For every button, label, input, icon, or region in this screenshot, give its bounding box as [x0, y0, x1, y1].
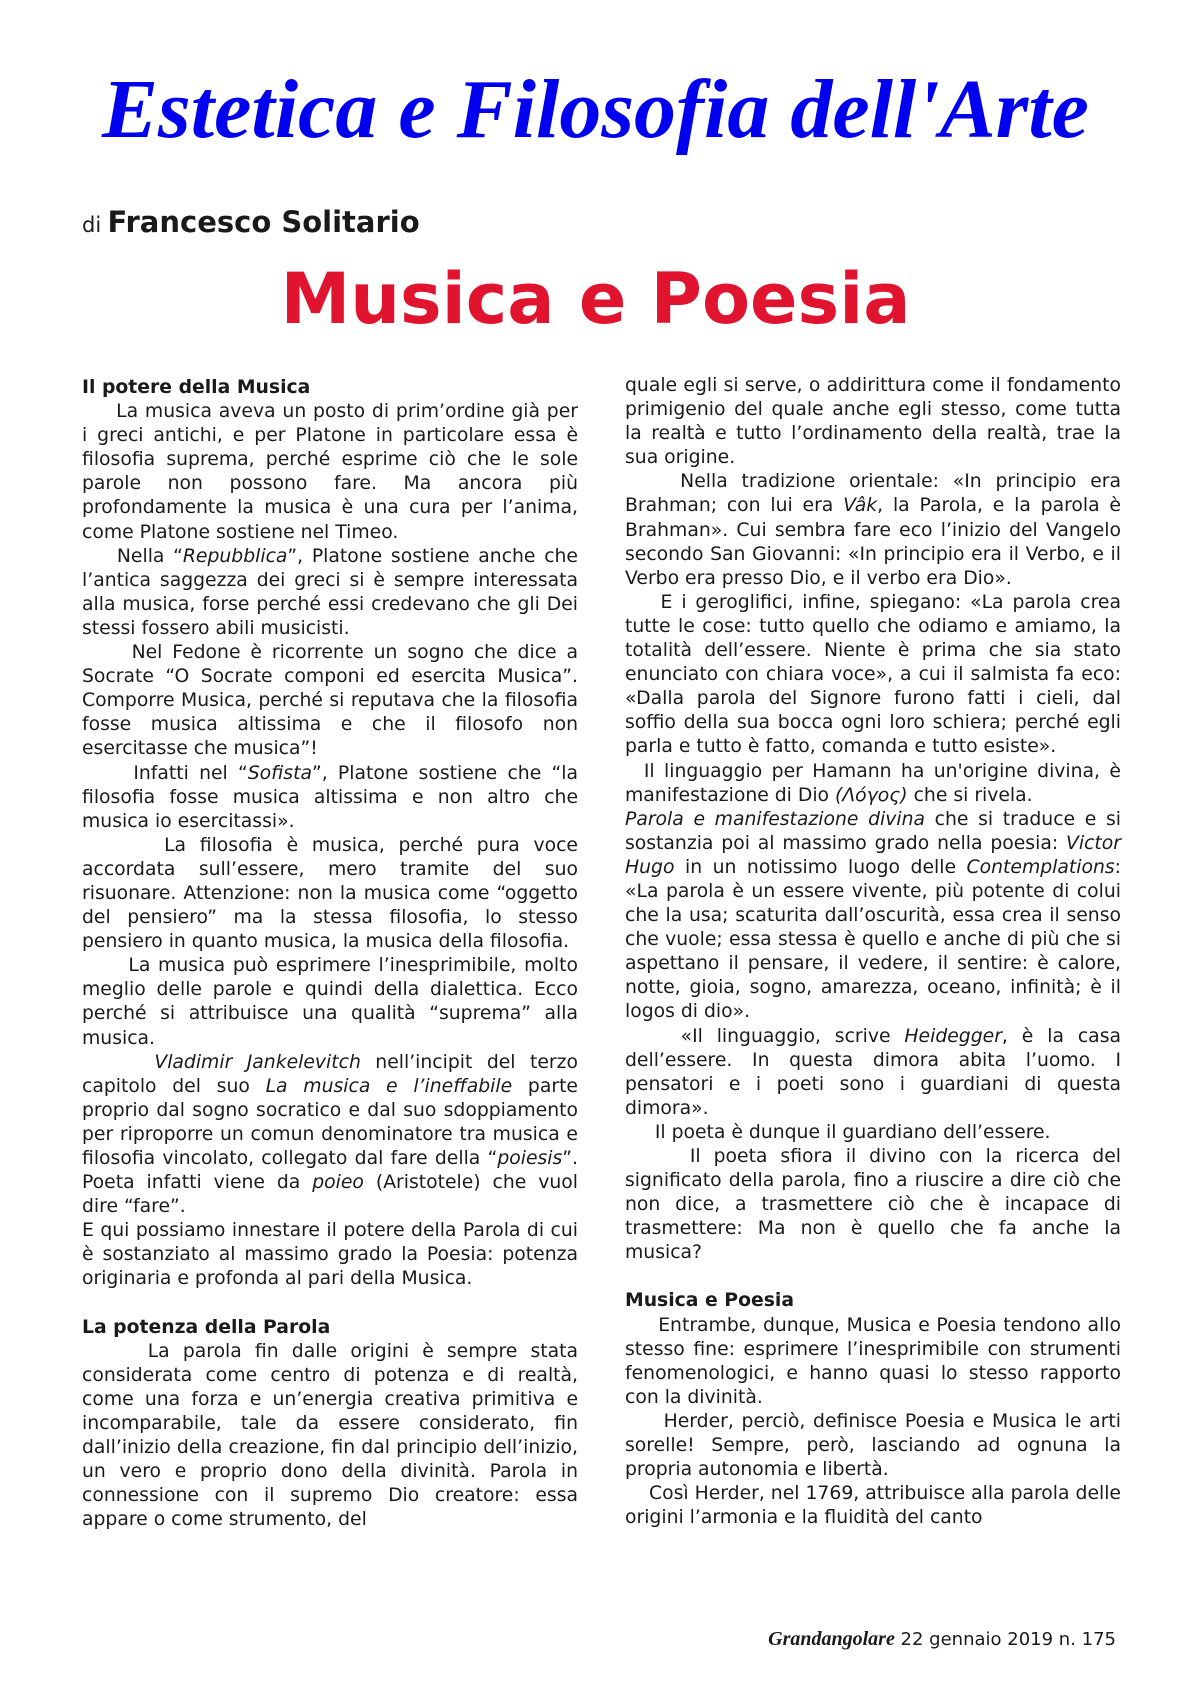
page-footer [768, 1628, 1116, 1651]
paragraph: Entrambe, dunque, Musica e Poesia tendono allo stesso fine: esprimere l’inesprimibile con strumenti fenomenologici, e hanno quasi lo stesso rapporto con la divinità. [625, 1314, 1121, 1408]
paragraph [82, 545, 578, 641]
text: Nella tradizione orientale: «In principio era Brahman; con lui era [625, 471, 1121, 517]
text: Infatti nel “ [82, 762, 248, 784]
byline [82, 205, 420, 240]
text: parte proprio dal sogno socratico e dal suo sdoppiamento per riproporre un comun denominatore tra musica e filosofia vincolato, collegato dal fare della “ [82, 1075, 578, 1169]
italic-text: Sofista [247, 762, 312, 784]
section-heading: Il potere della Musica [82, 377, 311, 398]
paragraph: La musica aveva un posto di prim’ordine già per i greci antichi, e per Platone in particolare essa è filosofia suprema, perché esprime ciò che le sole parole non possono fare. Ma ancora più profondamente la musica è una cura per l’anima, come Platone sostiene nel Timeo. [82, 401, 578, 543]
text: nell’incipit del terzo capitolo del suo [82, 1051, 578, 1097]
text: ”. Poeta infatti viene da [82, 1148, 578, 1194]
italic-text: Parola e manifestazione divina [625, 808, 925, 830]
paragraph: La parola fin dalle origini è sempre stata considerata come centro di potenza e di realtà, come una forza e un’energia creativa primitiva e incomparabile, tale da essere considerato, fin dall’inizio della creazione, fin dal principio dell’inizio, un vero e proprio dono della divinità. Parola in connessione con il supremo Dio creatore: essa appare o come strumento, del [82, 1340, 578, 1531]
text [82, 1052, 154, 1073]
text: Il linguaggio per Hamann ha un'origine divina, è manifestazione di Dio [625, 760, 1121, 806]
italic-text: poieo [312, 1172, 364, 1194]
italic-text: Contemplations [966, 856, 1115, 878]
text: ”, Platone sostiene anche che l’antica saggezza dei greci si è sempre interessata alla musica, forse perché essi credevano che gli Dei stessi fossero abili musicisti. [82, 545, 578, 639]
paragraph: La musica può esprimere l’inesprimibile, molto meglio delle parole e quindi della dialettica. Ecco perché si attribuisce una qualità “suprema” alla musica. [82, 955, 578, 1049]
magazine-name: Grandangolare [768, 1628, 895, 1650]
author-name: Francesco Solitario [107, 205, 420, 239]
paragraph [82, 1051, 578, 1220]
left-column [82, 376, 578, 1532]
article-headline: Musica e Poesia [280, 258, 911, 340]
text: (Aristotele) che vuol dire “fare”. [82, 1172, 578, 1218]
text: ”, Platone sostiene che “la filosofia fosse musica altissima e non altro che musica io esercitassi». [82, 762, 578, 832]
paragraph [82, 762, 578, 834]
paragraph [625, 1025, 1121, 1121]
paragraph: E i geroglifici, infine, spiegano: «La parola crea tutte le cose: tutto quello che odiamo e amiamo, la totalità dell’essere. Niente è prima che sia stato enunciato con chiara voce», a cui il salmista fa eco: «Dalla parola del Signore furono fatti i cieli, dal soffio della sua bocca ogni loro schiera; perché egli parla e tutto è fatto, comanda e tutto esiste». [625, 591, 1121, 758]
text: in un notissimo luogo delle [674, 856, 967, 878]
italic-text: La musica e l’ineffabile [265, 1075, 513, 1097]
text: , è la casa dell’essere. In questa dimora abita l’uomo. I pensatori e i poeti sono i guardiani di questa dimora». [625, 1025, 1121, 1119]
issue-info: 22 gennaio 2019 n. 175 [894, 1629, 1116, 1650]
italic-text: Vâk [843, 495, 878, 517]
text: , la Parola, e la parola è Brahman». Cui sembra fare eco l’inizio del Vangelo secondo San Giovanni: «In principio era il Verbo, e il Verbo era presso Dio, e il verbo era Dio». [625, 495, 1121, 589]
section-heading: La potenza della Parola [82, 1316, 331, 1338]
right-column [625, 374, 1121, 1530]
masthead-title: Estetica e Filosofia dell'Arte [102, 63, 1089, 156]
italic-text: poiesis [497, 1148, 563, 1169]
italic-text: (Λόγος) [835, 784, 908, 806]
paragraph: La filosofia è musica, perché pura voce accordata sull’essere, mero tramite del suo risuonare. Attenzione: non la musica come “oggetto del pensiero” ma la stessa filosofia, lo stesso pensiero in quanto musica, la musica della filosofia. [82, 834, 578, 953]
section-heading: Musica e Poesia [625, 1290, 794, 1312]
italic-text: Heidegger [904, 1025, 1002, 1047]
text: che si rivela. [907, 784, 1033, 806]
italic-text: Victor Hugo [625, 832, 1121, 878]
paragraph: Nel Fedone è ricorrente un sogno che dice a Socrate “O Socrate componi ed esercita Musica”. Comporre Musica, perché si reputava che la filosofia fosse musica altissima e che il filosofo non esercitasse che musica”! [82, 642, 578, 760]
italic-text: Vladimir Jankelevitch [154, 1051, 361, 1073]
paragraph [625, 760, 1121, 808]
paragraph: Herder, perciò, definisce Poesia e Musica le arti sorelle! Sempre, però, lasciando ad ognuna la propria autonomia e libertà. [625, 1410, 1121, 1481]
text: Nella “ [82, 545, 183, 567]
paragraph [625, 470, 1121, 590]
text: «Il linguaggio, scrive [625, 1025, 905, 1047]
paragraph: Così Herder, nel 1769, attribuisce alla parola delle origini l’armonia e la fluidità del canto [625, 1483, 1121, 1529]
paragraph: quale egli si serve, o addirittura come il fondamento primigenio del quale anche egli stesso, come tutta la realtà e tutto l’ordinamento della realtà, trae la sua origine. [625, 375, 1121, 469]
byline-prefix: di [82, 213, 102, 237]
paragraph: Il poeta è dunque il guardiano dell’essere. [625, 1121, 1051, 1143]
paragraph: Il poeta sfiora il divino con la ricerca del significato della parola, fino a riuscire a dire ciò che non dice, a trasmettere ciò che è incapace di trasmettere: Ma non è quello che fa anche la musica? [625, 1146, 1121, 1264]
italic-text: Repubblica [182, 545, 288, 567]
paragraph [625, 808, 1121, 1025]
paragraph: E qui possiamo innestare il potere della Parola di cui è sostanziato al massimo grado la Poesia: potenza originaria e profonda al pari della Musica. [82, 1220, 578, 1290]
text: che si traduce e si sostanzia poi al massimo grado nella poesia: [625, 808, 1121, 854]
text: : «La parola è un essere vivente, più potente di colui che la usa; scaturita dall’oscurità, essa crea il senso che vuole; essa stessa è quello e anche di più che si aspettano il pensare, il vedere, il sentire: è calore, notte, gioia, sogno, amarezza, oceano, infinità; è il logos di dio». [625, 856, 1121, 1023]
